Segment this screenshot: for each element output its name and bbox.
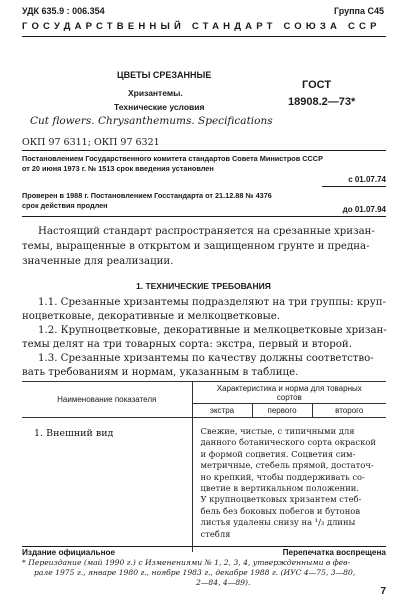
intro-line-3: значенные для реализации. [22, 256, 174, 267]
col-header-name: Наименование показателя [22, 382, 192, 418]
intro-line-1: Настоящий стандарт распространяется на срезанные хризан- [38, 226, 375, 237]
row1-description-line: У крупноцветковых хризантем стеб- [200, 494, 362, 505]
para-2-1: 1.2. Крупноцветковые, декоративные и мелкоцветковые хризан- [38, 325, 387, 336]
date1-underline [322, 186, 386, 187]
row1-name: 1. Внешний вид [22, 418, 192, 552]
reprint-notice: Перепечатка воспрещена [282, 548, 386, 557]
group-code: Группа С45 [333, 6, 384, 16]
row1-description-line: бель без боковых побегов и бутонов [200, 505, 361, 516]
banner-title: ГОСУДАРСТВЕННЫЙ СТАНДАРТ СОЮЗА ССР [22, 21, 381, 32]
para-1-2: ноцветковые, декоративные и мелкоцветковые. [22, 311, 280, 322]
row1-description-line: метричные, стебель прямой, достаточ- [200, 460, 374, 471]
gost-number: 18908.2—73* [288, 96, 356, 108]
requirements-table [22, 381, 386, 552]
col-header-group-line2: сортов [276, 392, 302, 402]
row1-description-line: Свежие, чистые, с типичными для [200, 426, 355, 436]
para-2-2: темы делят на три товарных сорта: экстра, первый и второй. [22, 339, 352, 350]
col-header-group [192, 382, 386, 404]
udk-code: УДК 635.9 : 006.354 [22, 6, 105, 16]
decree-divider [22, 216, 386, 217]
para-3-1: 1.3. Срезанные хризантемы по качеству должны соответство- [38, 353, 374, 364]
okp-codes: ОКП 97 6311; ОКП 97 6321 [22, 137, 160, 148]
table-row [22, 418, 386, 552]
gost-label: ГОСТ [302, 79, 332, 91]
para-3-2: вать требованиям и нормам, указанным в таблице. [22, 367, 299, 378]
row1-description-line: и формой соцветия. Соцветия сим- [200, 448, 356, 459]
col-header-first: первого [252, 404, 312, 418]
page-number: 7 [380, 586, 386, 597]
row1-description-line: цветие в вертикальном положении. [200, 483, 359, 494]
decree-text-1: Постановлением Государственного комитета стандартов Совета Министров СССР [22, 154, 323, 163]
check-text-2: срок действия продлен [22, 201, 108, 210]
row1-description-line: но крепкий, чтобы поддерживать со- [200, 471, 365, 482]
decree-text-2: от 20 июня 1973 г. № 1513 срок введения установлен [22, 164, 214, 173]
row1-description-line: стебля [200, 528, 231, 539]
section-heading: 1. ТЕХНИЧЕСКИЕ ТРЕБОВАНИЯ [136, 281, 271, 291]
footer-divider [22, 546, 386, 547]
check-text-1: Проверен в 1988 г. Постановлением Госстандарта от 21.12.88 № 4376 [22, 191, 272, 200]
row1-description-line: листья удалены снизу на ¹/₃ длины [200, 517, 356, 528]
row1-description [192, 418, 386, 552]
para-1-1: 1.1. Срезанные хризантемы подразделяют на три группы: круп- [38, 297, 386, 308]
doc-subtitle: Хризантемы. [128, 88, 183, 98]
col-header-second: второго [312, 404, 386, 418]
row1-description-line: данного ботанического сорта окраской [200, 437, 376, 448]
english-title: Cut flowers. Chrysanthemums. Specifications [30, 115, 273, 127]
col-header-group-line1: Характеристика и норма для товарных [216, 383, 362, 393]
col-header-extra: экстра [192, 404, 252, 418]
doc-title: ЦВЕТЫ СРЕЗАННЫЕ [117, 70, 212, 80]
intro-line-2: темы, выращенные в открытом и защищенном грунте и предна- [22, 241, 370, 252]
okp-divider [22, 150, 386, 151]
effective-date: с 01.07.74 [348, 175, 386, 184]
footnote-1: * Переиздание (май 1990 г.) с Изменениями № 1, 2, 3, 4, утвержденными в фев- [22, 558, 351, 567]
footnote-2: рале 1975 г., январе 1980 г., ноябре 1983 г., декабре 1988 г. (ИУС 4—75, 3—80, [34, 568, 356, 577]
header-divider [22, 36, 386, 37]
doc-subtitle-2: Технические условия [114, 102, 205, 112]
official-edition: Издание официальное [22, 548, 116, 557]
extended-date: до 01.07.94 [342, 205, 386, 214]
footnote-3: 2—84, 4—89). [196, 578, 251, 587]
